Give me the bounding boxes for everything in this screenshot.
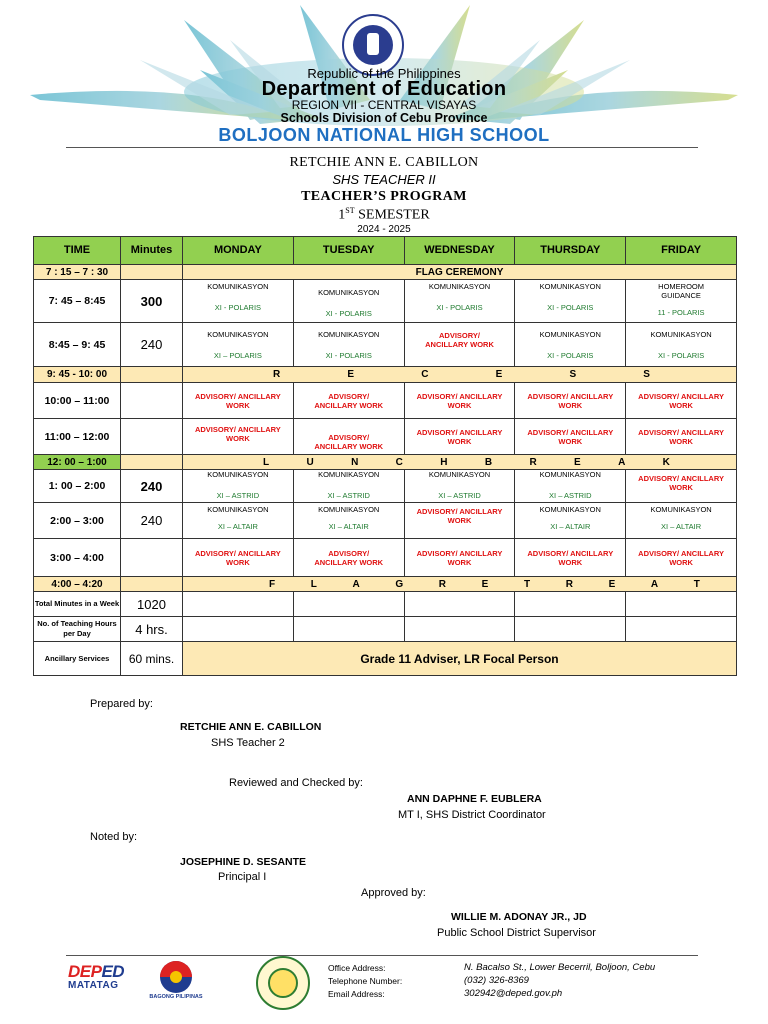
subject-label: KOMUNIKASYON — [318, 470, 380, 479]
teaching-hours-label: No. of Teaching Hours per Day — [34, 617, 121, 642]
region-line: REGION VII - CENTRAL VISAYAS — [291, 98, 477, 112]
table-row — [34, 503, 737, 539]
empty-cell — [293, 617, 404, 642]
schedule-cell — [183, 280, 294, 323]
approved-by-title: Public School District Supervisor — [437, 927, 596, 939]
lunch-letter: U — [306, 456, 314, 468]
table-header-row — [34, 237, 737, 265]
subject-label: HOMEROOM GUIDANCE — [658, 282, 704, 300]
subject-label: KOMUNIKASYON — [650, 505, 712, 514]
section-label: XI - POLARIS — [214, 303, 262, 312]
bagong-pilipinas-text: BAGONG PILIPINAS — [149, 994, 203, 1000]
advisory-label: ADVISORY/ ANCILLARY WORK — [194, 548, 281, 567]
lunch-letter: K — [662, 456, 670, 468]
schedule-cell — [626, 503, 737, 539]
table-row — [34, 455, 737, 470]
subject-label: KOMUNIKASYON — [318, 329, 380, 339]
retreat-letter: A — [650, 578, 659, 590]
prepared-by-name: RETCHIE ANN E. CABILLON — [180, 721, 322, 733]
time-cell: 2:00 – 3:00 — [34, 503, 121, 539]
time-cell: 8:45 – 9: 45 — [34, 323, 121, 367]
schedule-cell — [626, 280, 737, 323]
schedule-cell — [183, 539, 294, 577]
advisory-label: ADVISORY/ ANCILLARY WORK — [194, 391, 281, 410]
schedule-cell — [404, 323, 515, 367]
office-address-label: Office Address: — [328, 963, 386, 973]
minutes-cell — [121, 383, 183, 419]
advisory-label: ADVISORY/ ANCILLARY WORK — [416, 427, 503, 446]
time-cell: 12: 00 – 1:00 — [34, 455, 121, 470]
header-thursday: THURSDAY — [515, 237, 626, 265]
retreat-letter: G — [395, 578, 404, 590]
prepared-by-title: SHS Teacher 2 — [211, 737, 285, 749]
deped-dep: DEP — [68, 962, 102, 981]
header-tuesday: TUESDAY — [293, 237, 404, 265]
section-label: XI - POLARIS — [657, 350, 705, 360]
header-minutes: Minutes — [121, 237, 183, 265]
subject-label: KOMUNIKASYON — [428, 470, 491, 479]
schedule-cell — [183, 419, 294, 455]
advisory-label: ADVISORY/ ANCILLARY WORK — [527, 548, 614, 567]
recess-letter: E — [347, 369, 355, 380]
time-cell: 7: 45 – 8:45 — [34, 280, 121, 323]
total-minutes-label: Total Minutes in a Week — [34, 592, 121, 617]
time-cell: 7 : 15 – 7 : 30 — [34, 265, 121, 280]
subject-label: KOMUNIKASYON — [539, 282, 601, 291]
teacher-name: RETCHIE ANN E. CABILLON — [289, 155, 479, 170]
schedule-cell — [515, 419, 626, 455]
recess-cell — [183, 367, 737, 383]
lunch-letter: E — [574, 456, 581, 468]
noted-by-name: JOSEPHINE D. SESANTE — [180, 856, 307, 868]
empty-cell — [626, 617, 737, 642]
advisory-label: ADVISORY/ ANCILLARY WORK — [638, 427, 724, 446]
retreat-letter: L — [310, 578, 317, 590]
advisory-label: ADVISORY/ ANCILLARY WORK — [314, 433, 384, 451]
advisory-label: ADVISORY/ ANCILLARY WORK — [638, 474, 724, 492]
subject-label: KOMUNIKASYON — [318, 288, 380, 297]
subject-label: KOMUNIKASYON — [650, 329, 712, 339]
retreat-letter: E — [481, 578, 489, 590]
table-row — [34, 323, 737, 367]
total-minutes-value: 1020 — [121, 592, 183, 617]
section-label: XI - POLARIS — [547, 350, 594, 360]
empty-cell — [626, 592, 737, 617]
schedule-cell — [183, 323, 294, 367]
section-label: XI - POLARIS — [325, 350, 372, 360]
schedule-cell — [293, 470, 404, 503]
teacher-position: SHS TEACHER II — [332, 172, 436, 187]
advisory-label: ADVISORY/ ANCILLARY WORK — [527, 427, 614, 446]
schedule-cell — [293, 419, 404, 455]
recess-letter: C — [421, 369, 429, 380]
advisory-label: ADVISORY/ ANCILLARY WORK — [416, 548, 503, 567]
ancillary-label: Ancillary Services — [34, 642, 121, 676]
schedule-cell — [626, 419, 737, 455]
time-cell: 11:00 – 12:00 — [34, 419, 121, 455]
schedule-cell — [293, 280, 404, 323]
schedule-cell — [515, 503, 626, 539]
email-label: Email Address: — [328, 989, 385, 999]
section-label: XI – POLARIS — [213, 350, 262, 360]
recess-letter: E — [495, 369, 503, 380]
retreat-letter: R — [565, 578, 573, 590]
advisory-label: ADVISORY/ ANCILLARY WORK — [314, 548, 384, 567]
lunch-letter: A — [618, 456, 626, 468]
schedule-cell — [404, 470, 515, 503]
reviewed-by-label: Reviewed and Checked by: — [229, 777, 363, 789]
section-label: XI – ASTRID — [216, 491, 260, 500]
flag-retreat-cell — [183, 577, 737, 592]
table-row — [34, 419, 737, 455]
ancillary-value: 60 mins. — [121, 642, 183, 676]
schedule-cell — [515, 323, 626, 367]
schedule-cell — [515, 383, 626, 419]
time-cell: 3:00 – 4:00 — [34, 539, 121, 577]
schedule-cell — [515, 539, 626, 577]
noted-by-title: Principal I — [218, 871, 267, 883]
recess-letter: S — [643, 369, 650, 380]
lunch-letter: H — [440, 456, 448, 468]
matatag-wordmark: MATATAG — [68, 980, 119, 991]
table-row — [34, 470, 737, 503]
schedule-cell — [293, 539, 404, 577]
deped-ed: ED — [101, 962, 125, 981]
approved-by-label: Approved by: — [361, 887, 426, 899]
approved-by-name: WILLIE M. ADONAY JR., JD — [451, 911, 587, 923]
advisory-label: ADVISORY/ ANCILLARY WORK — [416, 391, 503, 410]
empty-cell — [515, 592, 626, 617]
header-monday: MONDAY — [183, 237, 294, 265]
table-row — [34, 265, 737, 280]
table-row — [34, 367, 737, 383]
footer-divider — [66, 955, 698, 956]
section-label: XI – ASTRID — [438, 491, 481, 500]
table-row — [34, 539, 737, 577]
telephone-label: Telephone Number: — [328, 976, 403, 986]
recess-letter: R — [273, 369, 281, 380]
bagong-pilipinas-logo — [146, 960, 206, 1002]
department-name: Department of Education — [261, 78, 507, 100]
lunch-break-cell — [183, 455, 737, 470]
retreat-letter: T — [523, 578, 531, 590]
subject-label: KOMUNIKASYON — [318, 505, 380, 514]
header-time: TIME — [34, 237, 121, 265]
advisory-label: ADVISORY/ ANCILLARY WORK — [638, 391, 724, 410]
section-label: XI – ALTAIR — [550, 522, 591, 531]
flag-ceremony-cell: FLAG CEREMONY — [183, 265, 737, 280]
section-label: XI - POLARIS — [436, 303, 483, 312]
ancillary-description: Grade 11 Adviser, LR Focal Person — [183, 642, 737, 676]
header-wednesday: WEDNESDAY — [404, 237, 515, 265]
minutes-cell: 300 — [121, 280, 183, 323]
subject-label: KOMUNIKASYON — [207, 282, 269, 291]
school-year: 2024 - 2025 — [357, 224, 411, 235]
empty-cell — [515, 617, 626, 642]
schedule-cell — [404, 383, 515, 419]
table-row — [34, 617, 737, 642]
semester-suffix: ST — [345, 206, 355, 215]
minutes-cell: 240 — [121, 503, 183, 539]
time-cell: 4:00 – 4:20 — [34, 577, 121, 592]
schedule-cell — [293, 383, 404, 419]
deped-matatag-logo — [68, 962, 144, 1000]
empty-cell — [183, 592, 294, 617]
section-label: XI - POLARIS — [325, 309, 372, 318]
lunch-letter: L — [263, 456, 270, 468]
subject-label: KOMUNIKASYON — [539, 329, 601, 339]
schedule-table — [33, 236, 737, 676]
division-line: Schools Division of Cebu Province — [280, 111, 488, 125]
minutes-cell: 240 — [121, 470, 183, 503]
deped-wordmark — [68, 962, 144, 982]
table-row — [34, 383, 737, 419]
advisory-label: ADVISORY/ ANCILLARY WORK — [527, 391, 614, 410]
school-name: BOLJOON NATIONAL HIGH SCHOOL — [218, 125, 550, 145]
subject-label: KOMUNIKASYON — [207, 505, 269, 514]
subject-label: KOMUNIKASYON — [207, 329, 269, 339]
schedule-cell — [293, 503, 404, 539]
empty-cell — [293, 592, 404, 617]
advisory-label: ADVISORY/ ANCILLARY WORK — [416, 507, 503, 525]
time-cell: 9: 45 - 10: 00 — [34, 367, 121, 383]
header-friday: FRIDAY — [626, 237, 737, 265]
schedule-cell — [183, 383, 294, 419]
noted-by-label: Noted by: — [90, 831, 138, 843]
table-row — [34, 280, 737, 323]
retreat-letter: T — [693, 578, 700, 590]
schedule-cell — [183, 470, 294, 503]
section-label: XI – ASTRID — [549, 491, 592, 500]
semester-number: 1 — [338, 207, 346, 223]
schedule-cell — [515, 280, 626, 323]
lunch-letter: C — [395, 456, 403, 468]
telephone-value: (032) 326-8369 — [464, 975, 529, 986]
schedule-cell — [404, 503, 515, 539]
minutes-cell — [121, 419, 183, 455]
schedule-cell — [626, 323, 737, 367]
minutes-cell — [121, 539, 183, 577]
schedule-cell — [183, 503, 294, 539]
subject-label: KOMUNIKASYON — [428, 282, 491, 291]
republic-line: Republic of the Philippines — [307, 66, 461, 81]
time-cell: 10:00 – 11:00 — [34, 383, 121, 419]
bagong-pilipinas-icon — [146, 960, 206, 994]
section-label: XI - POLARIS — [547, 303, 594, 312]
advisory-label: ADVISORY/ ANCILLARY WORK — [425, 331, 494, 349]
table-row — [34, 592, 737, 617]
minutes-cell — [121, 367, 183, 383]
subject-label: KOMUNIKASYON — [539, 470, 601, 479]
minutes-cell — [121, 577, 183, 592]
section-label: XI – ALTAIR — [661, 522, 702, 531]
empty-cell — [183, 617, 294, 642]
minutes-cell — [121, 455, 183, 470]
retreat-letter: A — [352, 578, 360, 590]
office-address-value: N. Bacalso St., Lower Becerril, Boljoon, Cebu — [464, 962, 656, 973]
subject-label: KOMUNIKASYON — [207, 470, 269, 479]
letterhead — [0, 0, 768, 150]
subject-label: KOMUNIKASYON — [539, 505, 601, 514]
advisory-label: ADVISORY/ ANCILLARY WORK — [638, 548, 724, 567]
schedule-cell — [515, 470, 626, 503]
school-seal-icon — [256, 956, 310, 1010]
program-title: TEACHER’S PROGRAM — [301, 189, 467, 204]
schedule-cell — [293, 323, 404, 367]
time-cell: 1: 00 – 2:00 — [34, 470, 121, 503]
lunch-letter: R — [529, 456, 537, 468]
section-label: XI – ASTRID — [327, 491, 370, 500]
advisory-label: ADVISORY/ ANCILLARY WORK — [194, 425, 281, 443]
schedule-cell — [404, 419, 515, 455]
schedule-cell — [404, 280, 515, 323]
empty-cell — [404, 592, 515, 617]
header-divider — [66, 147, 698, 148]
schedule-cell — [626, 539, 737, 577]
email-value[interactable]: 302942@deped.gov.ph — [464, 988, 563, 999]
schedule-cell — [404, 539, 515, 577]
semester-word: SEMESTER — [358, 207, 430, 223]
table-row — [34, 577, 737, 592]
prepared-by-label: Prepared by: — [90, 698, 153, 710]
minutes-cell — [121, 265, 183, 280]
section-label: XI – ALTAIR — [217, 522, 258, 531]
schedule-cell — [626, 383, 737, 419]
retreat-letter: F — [269, 578, 276, 590]
minutes-cell: 240 — [121, 323, 183, 367]
lunch-letter: B — [484, 456, 493, 468]
retreat-letter: E — [608, 578, 616, 590]
retreat-letter: R — [438, 578, 447, 590]
reviewed-by-title: MT I, SHS District Coordinator — [398, 809, 546, 821]
section-label: 11 - POLARIS — [657, 308, 705, 317]
semester-line — [0, 206, 768, 224]
section-label: XI – ALTAIR — [328, 522, 369, 531]
empty-cell — [404, 617, 515, 642]
reviewed-by-name: ANN DAPHNE F. EUBLERA — [407, 793, 542, 805]
table-row — [34, 642, 737, 676]
recess-letter: S — [569, 369, 577, 380]
teaching-hours-value: 4 hrs. — [121, 617, 183, 642]
advisory-label: ADVISORY/ ANCILLARY WORK — [314, 391, 384, 410]
schedule-cell — [626, 470, 737, 503]
lunch-letter: N — [351, 456, 359, 468]
